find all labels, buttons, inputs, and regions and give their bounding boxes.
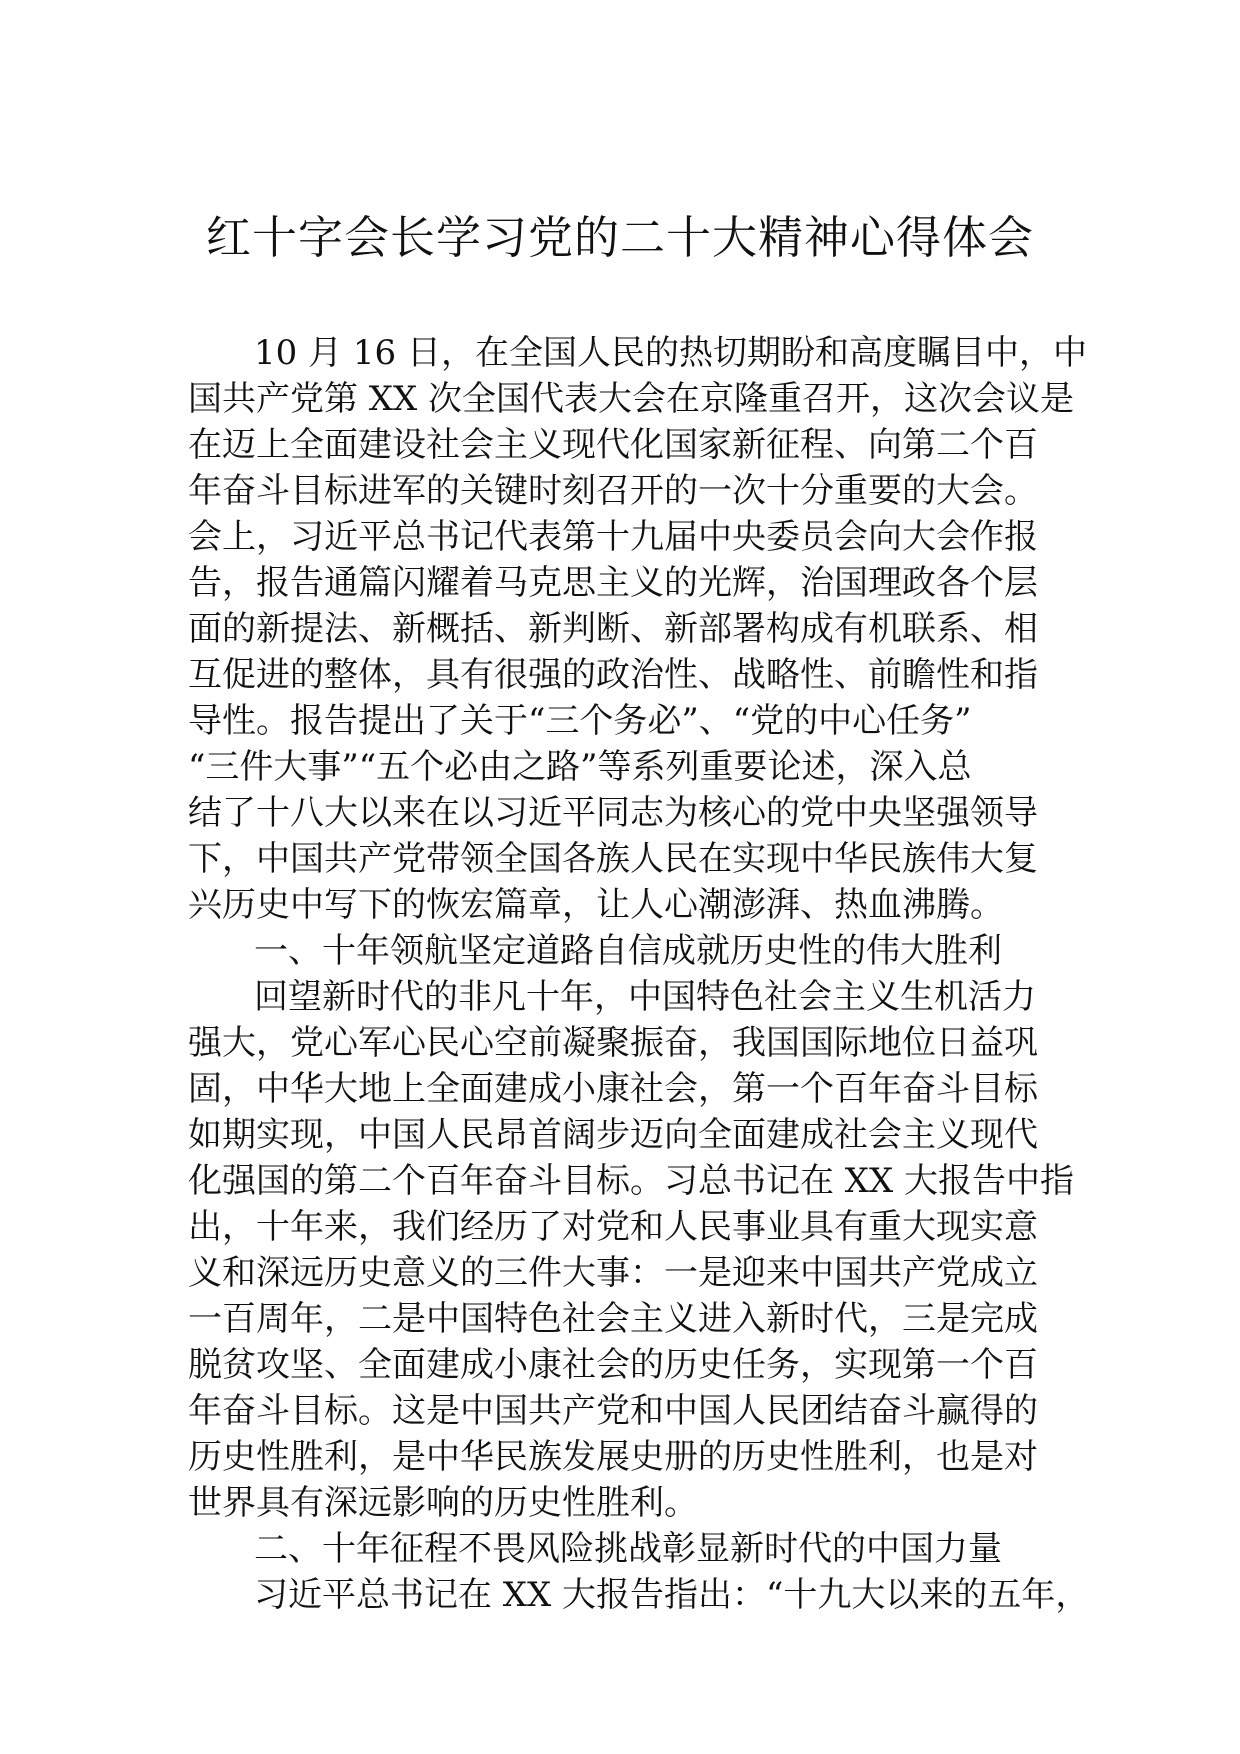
paragraph-line: 历史性胜利，是中华民族发展史册的历史性胜利，也是对: [188, 1437, 1038, 1477]
paragraph-line: 年奋斗目标。这是中国共产党和中国人民团结奋斗赢得的: [188, 1391, 1038, 1431]
document-body: [188, 330, 1090, 1618]
paragraph-line: 强大，党心军心民心空前凝聚振奋，我国国际地位日益巩: [188, 1023, 1038, 1063]
paragraph-line: 脱贫攻坚、全面建成小康社会的历史任务，实现第一个百: [188, 1345, 1038, 1385]
paragraph-line: 告，报告通篇闪耀着马克思主义的光辉，治国理政各个层: [188, 563, 1038, 603]
paragraph-line: 下，中国共产党带领全国各族人民在实现中华民族伟大复: [188, 839, 1038, 879]
paragraph-line: 10 月 16 日，在全国人民的热切期盼和高度瞩目中，中: [254, 333, 1087, 373]
paragraph-line: 如期实现，中国人民昂首阔步迈向全面建成社会主义现代: [188, 1115, 1038, 1155]
paragraph-line: 结了十八大以来在以习近平同志为核心的党中央坚强领导: [188, 793, 1038, 833]
paragraph-line: 习近平总书记在 XX 大报告指出：“十九大以来的五年，: [254, 1575, 1090, 1615]
paragraph-line: 国共产党第 XX 次全国代表大会在京隆重召开，这次会议是: [188, 379, 1075, 419]
paragraph-line: “三件大事”“五个必由之路”等系列重要论述，深入总: [188, 747, 972, 787]
paragraph-line: 兴历史中写下的恢宏篇章，让人心潮澎湃、热血沸腾。: [188, 885, 1004, 925]
section-heading: 一、十年领航坚定道路自信成就历史性的伟大胜利: [254, 931, 1002, 971]
section-heading: 二、十年征程不畏风险挑战彰显新时代的中国力量: [254, 1529, 1002, 1569]
paragraph-line: 在迈上全面建设社会主义现代化国家新征程、向第二个百: [188, 425, 1038, 465]
paragraph-line: 年奋斗目标进军的关键时刻召开的一次十分重要的大会。: [188, 471, 1038, 511]
document-title: 红十字会长学习党的二十大精神心得体会: [205, 211, 1034, 264]
paragraph-line: 导性。报告提出了关于“三个务必”、“党的中心任务”: [188, 701, 972, 741]
paragraph-line: 固，中华大地上全面建成小康社会，第一个百年奋斗目标: [188, 1069, 1038, 1109]
paragraph-line: 出，十年来，我们经历了对党和人民事业具有重大现实意: [188, 1207, 1038, 1247]
paragraph-line: 会上，习近平总书记代表第十九届中央委员会向大会作报: [188, 517, 1038, 557]
paragraph-line: 世界具有深远影响的历史性胜利。: [188, 1483, 698, 1523]
paragraph-line: 一百周年，二是中国特色社会主义进入新时代，三是完成: [188, 1299, 1038, 1339]
paragraph-line: 回望新时代的非凡十年，中国特色社会主义生机活力: [254, 977, 1036, 1017]
paragraph-line: 化强国的第二个百年奋斗目标。习总书记在 XX 大报告中指: [188, 1161, 1075, 1201]
paragraph-line: 面的新提法、新概括、新判断、新部署构成有机联系、相: [188, 609, 1038, 649]
paragraph-line: 互促进的整体，具有很强的政治性、战略性、前瞻性和指: [188, 655, 1038, 695]
paragraph-line: 义和深远历史意义的三件大事：一是迎来中国共产党成立: [188, 1253, 1038, 1293]
